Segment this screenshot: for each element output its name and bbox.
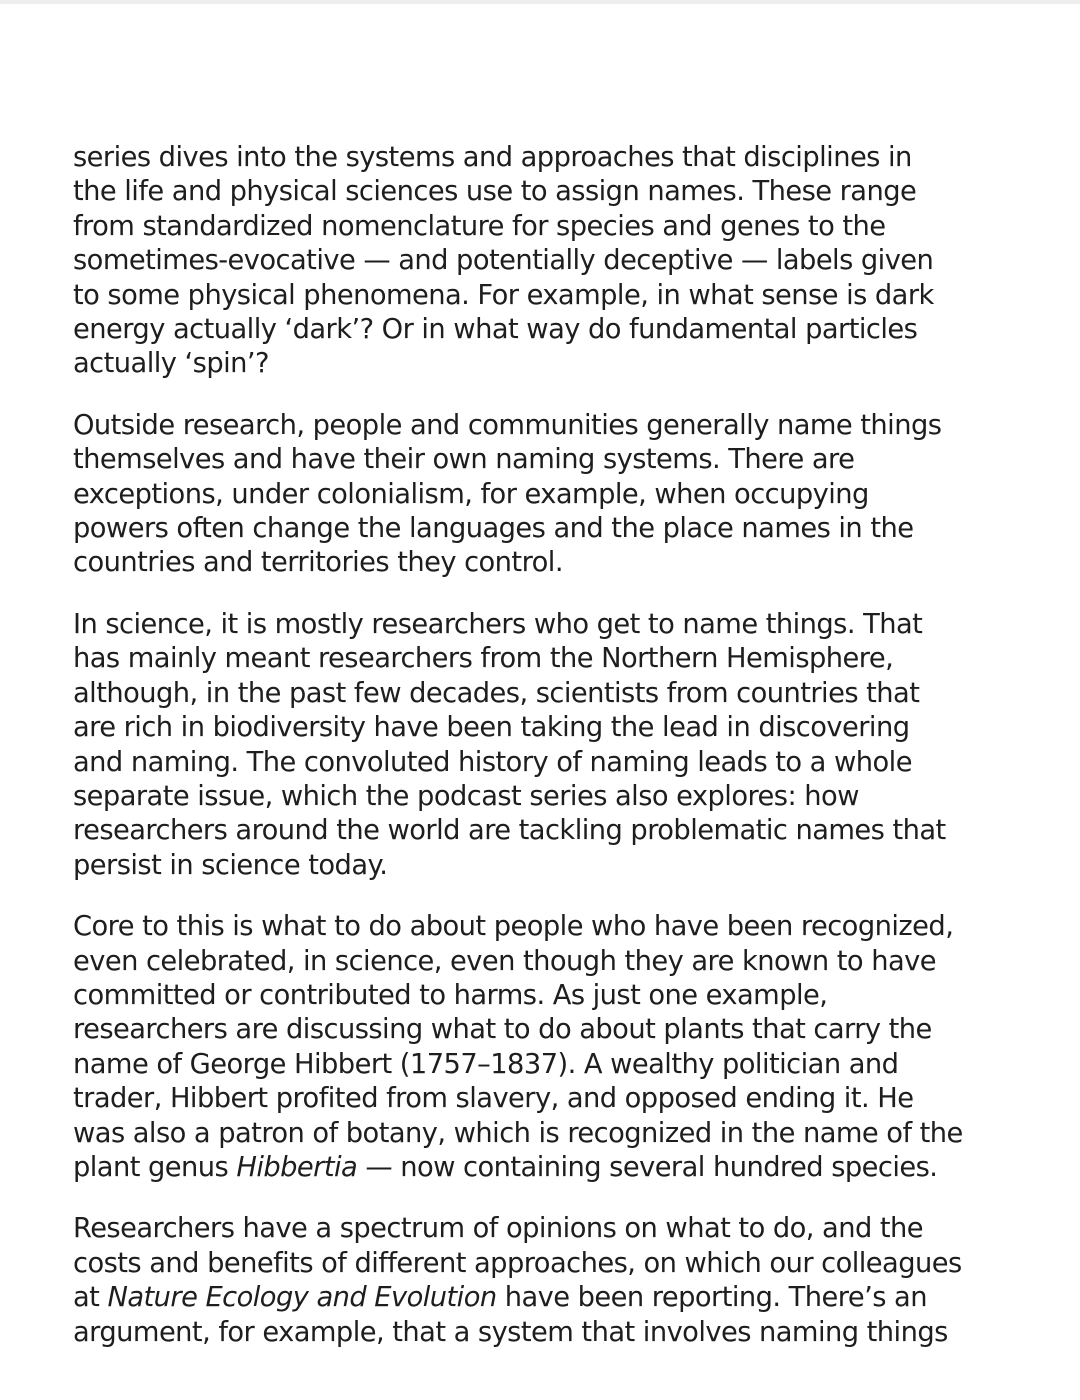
paragraph-naming-systems [73,141,963,382]
top-border [0,0,1080,4]
paragraph-text: series dives into the systems and approaches that disciplines in the life and physical sciences use to assign names. These range from standardized nomenclature for species and genes to the sometimes-evocative — and potentially deceptive — labels given to some physical phenomena. For example, in what sense is dark energy actually ‘dark’? Or in what way do fundamental particles actually ‘spin’? [73,142,934,380]
paragraph-text: — now containing several hundred species. [357,1151,938,1183]
genus-name-italic: Hibbertia [236,1151,358,1183]
paragraph-outside-research [73,409,963,581]
paragraph-hibbert [73,910,963,1185]
article-body [73,141,963,1377]
paragraph-opinions [73,1212,963,1350]
journal-name-italic: Nature Ecology and Evolution [107,1282,497,1314]
paragraph-text: have been reporting. There’s an argument, for example, that a system that involves naming things [73,1282,948,1348]
paragraph-text: Researchers have a spectrum of opinions on what to do, and the costs and benefits of different approaches, on which our colleagues at [73,1213,962,1314]
paragraph-in-science [73,608,963,883]
paragraph-text: Outside research, people and communities generally name things themselves and have their own naming systems. There are exceptions, under colonialism, for example, when occupying powers often change the languages and the place names in the countries and territories they control. [73,409,942,579]
paragraph-text: Core to this is what to do about people who have been recognized, even celebrated, in science, even though they are known to have committed or contributed to harms. As just one example, researchers are discussing what to do about plants that carry the name of George Hibbert (1757–1837). A wealthy politician and trader, Hibbert profited from slavery, and opposed ending it. He was also a patron of botany, which is recognized in the name of the plant genus [73,911,963,1183]
paragraph-text: In science, it is mostly researchers who get to name things. That has mainly meant researchers from the Northern Hemisphere, although, in the past few decades, scientists from countries that are rich in biodiversity have been taking the lead in discovering and naming. The convoluted history of naming leads to a whole separate issue, which the podcast series also explores: how researchers around the world are tackling problematic names that persist in science today. [73,608,946,881]
